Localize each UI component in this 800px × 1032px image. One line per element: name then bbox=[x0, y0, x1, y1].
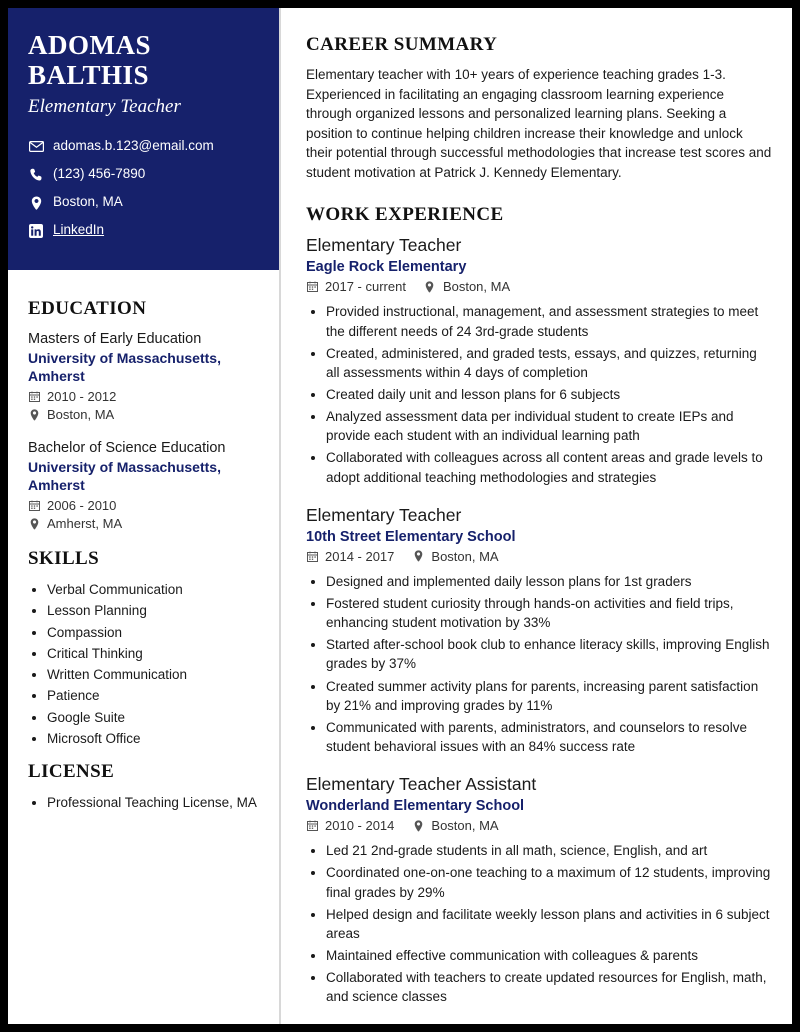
list-item: • Created summer activity plans for parents, increasing parent satisfaction by 21% and improving grades by 11% bbox=[326, 677, 772, 715]
job-dates bbox=[306, 279, 406, 294]
contact-phone-text: (123) 456-7890 bbox=[53, 166, 146, 182]
education-school: University of Massachusetts, Amherst bbox=[28, 350, 221, 384]
job-title: Elementary Teacher Assistant bbox=[306, 774, 537, 795]
education-dates bbox=[28, 389, 260, 404]
list-item: • Analyzed assessment data per individual student to create IEPs and provide each student with an individual learning path bbox=[326, 407, 772, 445]
calendar-icon bbox=[306, 551, 318, 562]
resume-page bbox=[8, 8, 792, 1024]
list-item: • Critical Thinking bbox=[47, 644, 260, 664]
job-company: Eagle Rock Elementary bbox=[306, 259, 467, 276]
phone-icon bbox=[28, 168, 44, 182]
name-line-1: ADOMAS bbox=[28, 30, 151, 60]
left-column bbox=[8, 8, 280, 1024]
job-dates-text: 2017 - current bbox=[325, 279, 406, 295]
license-section-title: LICENSE bbox=[28, 761, 115, 783]
list-item: • Provided instructional, management, and assessment strategies to meet the different needs of 24 3rd-grade students bbox=[326, 302, 772, 340]
list-item: • Fostered student curiosity through hands-on activities and field trips, enhancing student motivation by 33% bbox=[326, 594, 772, 632]
job-company: Wonderland Elementary School bbox=[306, 798, 525, 815]
education-location-text: Amherst, MA bbox=[47, 516, 123, 532]
education-location bbox=[28, 407, 260, 422]
list-item: • Collaborated with teachers to create updated resources for English, math, and science classes bbox=[326, 968, 772, 1006]
contact-linkedin-link[interactable]: LinkedIn bbox=[53, 222, 105, 238]
education-dates-text: 2006 - 2010 bbox=[47, 498, 117, 514]
contact-location-text: Boston, MA bbox=[53, 194, 123, 210]
left-sections bbox=[8, 270, 280, 814]
list-item: • Coordinated one-on-one teaching to a maximum of 12 students, improving final grades by 29% bbox=[326, 863, 772, 901]
education-degree: Bachelor of Science Education bbox=[28, 440, 226, 457]
contact-email[interactable] bbox=[28, 138, 260, 155]
education-item bbox=[28, 330, 260, 422]
work-experience-item bbox=[306, 774, 772, 1006]
list-item: • Maintained effective communication with colleagues & parents bbox=[326, 946, 772, 965]
envelope-icon bbox=[28, 141, 44, 152]
job-bullets bbox=[306, 841, 772, 1006]
education-school: University of Massachusetts, Amherst bbox=[28, 459, 221, 493]
list-item: • Professional Teaching License, MA bbox=[47, 793, 260, 813]
page-title bbox=[28, 30, 260, 90]
education-location-text: Boston, MA bbox=[47, 407, 115, 423]
work-experience-item bbox=[306, 235, 772, 486]
job-dates-text: 2014 - 2017 bbox=[325, 548, 395, 564]
job-location-text: Boston, MA bbox=[431, 548, 499, 564]
list-item: • Collaborated with colleagues across all content areas and grade levels to adopt additional teaching methodologies and strategies bbox=[326, 448, 772, 486]
list-item: • Created daily unit and lesson plans for 6 subjects bbox=[326, 385, 772, 404]
list-item: • Helped design and facilitate weekly lesson plans and activities in 6 subject areas bbox=[326, 905, 772, 943]
list-item: • Started after-school book club to enhance literacy skills, improving English grades by 37% bbox=[326, 635, 772, 673]
header-block bbox=[8, 8, 280, 270]
job-bullets bbox=[306, 572, 772, 756]
work-experience-item bbox=[306, 505, 772, 756]
contact-location bbox=[28, 194, 260, 211]
location-pin-icon bbox=[28, 409, 40, 421]
job-location bbox=[412, 818, 498, 833]
job-dates bbox=[306, 818, 394, 833]
location-pin-icon bbox=[28, 518, 40, 530]
education-item bbox=[28, 439, 260, 531]
right-column bbox=[280, 8, 792, 1024]
career-summary-title: CAREER SUMMARY bbox=[306, 34, 498, 55]
education-location bbox=[28, 516, 260, 531]
contact-email-text: adomas.b.123@email.com bbox=[53, 138, 214, 154]
education-degree: Masters of Early Education bbox=[28, 330, 202, 347]
career-summary-text: Elementary teacher with 10+ years of experience teaching grades 1-3. Experienced in facilitating an engaging classroom learning experience through organized lessons and personalized learning plans. Seeking a position to continue helping children increase their knowledge and unlock their potential through successful methodologies that increase test scores and student motivation at Patrick J. Kennedy Elementary. bbox=[306, 67, 772, 180]
list-item: • Verbal Communication bbox=[47, 580, 260, 600]
contact-phone[interactable] bbox=[28, 166, 260, 183]
education-section-title: EDUCATION bbox=[28, 297, 147, 319]
name-line-2: BALTHIS bbox=[28, 60, 150, 91]
job-company: 10th Street Elementary School bbox=[306, 528, 516, 545]
job-location-text: Boston, MA bbox=[442, 279, 511, 295]
list-item: • Lesson Planning bbox=[47, 601, 260, 621]
job-meta bbox=[306, 549, 772, 567]
calendar-icon bbox=[28, 391, 40, 402]
calendar-icon bbox=[306, 281, 318, 292]
job-meta bbox=[306, 818, 772, 836]
education-dates-text: 2010 - 2012 bbox=[47, 389, 117, 405]
location-pin-icon bbox=[412, 820, 424, 832]
location-pin-icon bbox=[412, 550, 424, 562]
education-dates bbox=[28, 498, 260, 513]
license-list bbox=[28, 793, 260, 813]
job-title: Elementary Teacher bbox=[306, 235, 462, 256]
column-divider bbox=[279, 8, 281, 1024]
job-dates-text: 2010 - 2014 bbox=[325, 818, 395, 834]
job-bullets bbox=[306, 302, 772, 486]
list-item: • Designed and implemented daily lesson plans for 1st graders bbox=[326, 572, 772, 591]
list-item: • Patience bbox=[47, 686, 260, 706]
work-experience-title: WORK EXPERIENCE bbox=[306, 204, 504, 226]
job-title: Elementary Teacher bbox=[306, 504, 462, 525]
job-dates bbox=[306, 549, 394, 564]
calendar-icon bbox=[306, 820, 318, 831]
job-location bbox=[424, 279, 510, 294]
skills-section-title: SKILLS bbox=[28, 548, 100, 570]
list-item: • Written Communication bbox=[47, 665, 260, 685]
list-item: • Led 21 2nd-grade students in all math, science, English, and art bbox=[326, 841, 772, 860]
list-item: • Google Suite bbox=[47, 708, 260, 728]
skills-list bbox=[28, 580, 260, 749]
location-pin-icon bbox=[424, 281, 436, 293]
list-item: • Compassion bbox=[47, 623, 260, 643]
job-meta bbox=[306, 279, 772, 297]
linkedin-icon bbox=[28, 224, 44, 238]
contact-linkedin[interactable] bbox=[28, 222, 260, 239]
list-item: • Microsoft Office bbox=[47, 729, 260, 749]
list-item: • Communicated with parents, administrators, and counselors to resolve student behavioral issues with an 84% success rate bbox=[326, 718, 772, 756]
job-role-subtitle: Elementary Teacher bbox=[28, 96, 181, 118]
job-location-text: Boston, MA bbox=[431, 818, 499, 834]
calendar-icon bbox=[28, 500, 40, 511]
job-location bbox=[412, 549, 498, 564]
location-pin-icon bbox=[28, 196, 44, 210]
list-item: • Created, administered, and graded tests, essays, and quizzes, returning all assessments within 4 days of completion bbox=[326, 344, 772, 382]
